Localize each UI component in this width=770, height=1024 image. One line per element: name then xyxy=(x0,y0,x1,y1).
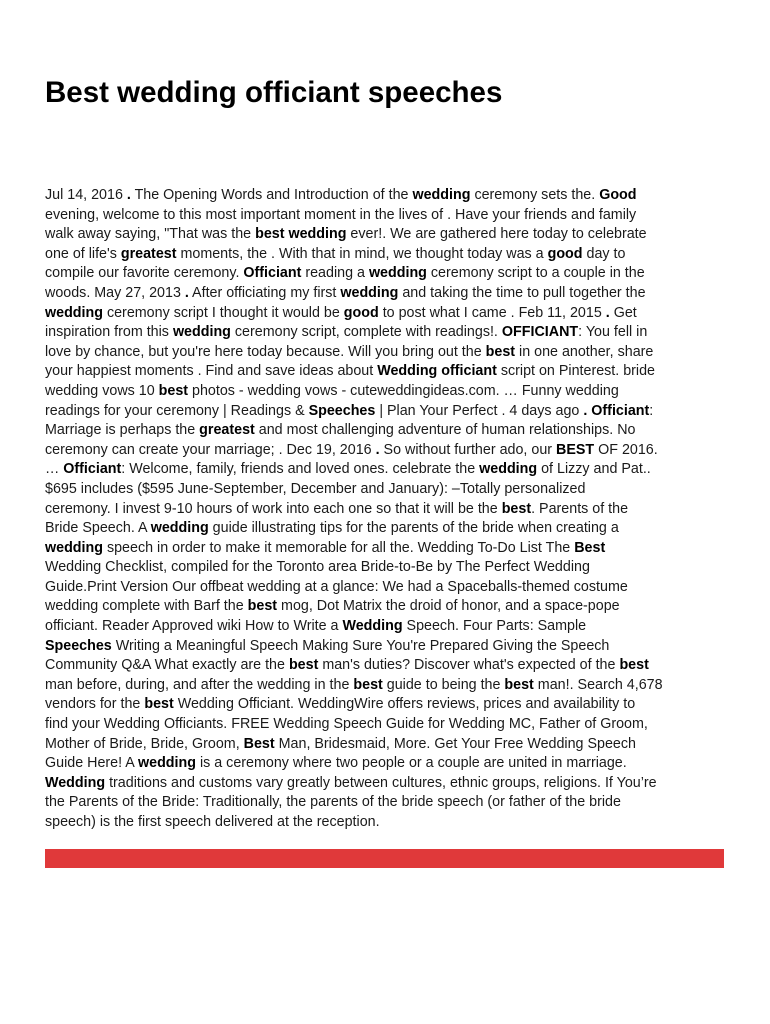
bold-keyword: wedding xyxy=(368,265,427,282)
text-line xyxy=(45,225,727,245)
bold-keyword: Speeches xyxy=(308,402,376,419)
bold-keyword: wedding xyxy=(45,304,103,321)
text-run: wedding vows 10 xyxy=(45,382,159,399)
bold-keyword: wedding xyxy=(340,284,399,301)
text-line xyxy=(45,558,727,578)
bold-keyword: Wedding xyxy=(45,774,106,791)
text-run: : You fell in xyxy=(578,324,648,341)
text-run: OF 2016. xyxy=(594,441,658,458)
text-run: ceremony script I thought it would be xyxy=(102,304,344,321)
text-line xyxy=(45,715,727,735)
text-run: wedding complete with Barf the xyxy=(45,598,248,615)
text-line xyxy=(45,480,727,500)
text-run: guide illustrating tips for the parents of the bride when creating a xyxy=(208,520,619,537)
text-line xyxy=(45,539,727,559)
text-run: traditions and customs vary greatly between cultures, ethnic groups, religions. If You’re xyxy=(105,774,657,791)
bold-keyword: OFFICIANT xyxy=(501,324,579,341)
text-run: ever!. We are gathered here today to celebrate xyxy=(346,226,647,243)
bold-keyword: greatest xyxy=(199,422,255,439)
text-run: … xyxy=(45,461,64,478)
text-line xyxy=(45,656,727,676)
text-run: ceremony script to a couple in the xyxy=(426,265,645,282)
text-run: Wedding Officiant. WeddingWire offers reviews, prices and availability to xyxy=(173,696,636,713)
text-line xyxy=(45,460,727,480)
text-run: Man, Bridesmaid, More. Get Your Free Wedding Speech xyxy=(274,735,636,752)
text-run: : Welcome, family, friends and loved ones. celebrate the xyxy=(121,461,480,478)
text-run: Jul 14, 2016 xyxy=(45,187,127,203)
text-line xyxy=(45,323,727,343)
text-run: $695 includes ($595 June-September, December and January): –Totally personalized xyxy=(45,480,586,497)
text-line xyxy=(45,343,727,363)
text-line xyxy=(45,441,727,461)
bold-keyword: best xyxy=(144,696,174,713)
text-run: . Parents of the xyxy=(531,500,629,517)
text-run: Mother of Bride, Bride, Groom, xyxy=(45,735,244,752)
text-run: mog, Dot Matrix the droid of honor, and a space-pope xyxy=(277,598,620,615)
text-run: Speech. Four Parts: Sample xyxy=(402,618,587,635)
text-run: : xyxy=(649,402,654,419)
bold-keyword: . xyxy=(126,187,131,203)
bold-keyword: . xyxy=(605,304,610,321)
text-line xyxy=(45,617,727,637)
text-line xyxy=(45,597,727,617)
text-run: one of life's xyxy=(45,245,121,262)
bold-keyword: . xyxy=(375,441,380,458)
bold-keyword: . xyxy=(583,402,588,419)
text-run: woods. May 27, 2013 xyxy=(45,284,185,301)
text-run: man before, during, and after the wedding in the xyxy=(45,676,354,693)
text-run: speech in order to make it memorable for all the. Wedding To-Do List The xyxy=(102,539,575,556)
bold-keyword: best xyxy=(485,343,516,360)
text-run: of Lizzy and Pat.. xyxy=(537,461,651,478)
text-run: inspiration from this xyxy=(45,324,173,341)
text-run: The Opening Words and Introduction of the xyxy=(130,187,413,203)
text-run: love by chance, but you're here today because. Will you bring out the xyxy=(45,343,486,360)
bold-keyword: good xyxy=(343,304,379,321)
text-run: After officiating my first xyxy=(188,284,341,301)
text-line xyxy=(45,304,727,324)
text-run: in one another, share xyxy=(515,343,654,360)
bold-keyword: Best xyxy=(574,539,606,556)
text-run: script on Pinterest. bride xyxy=(496,363,656,380)
text-run: guide to being the xyxy=(382,676,505,693)
bold-keyword: wedding xyxy=(138,755,196,772)
text-run: So without further ado, our xyxy=(379,441,557,458)
text-run: evening, welcome to this most important moment in the lives of . Have your friends and family xyxy=(45,206,637,223)
bold-keyword: best xyxy=(247,598,278,615)
text-run: officiant. Reader Approved wiki How to Write a xyxy=(45,618,343,635)
text-run: Guide Here! A xyxy=(45,755,138,772)
bold-keyword: best xyxy=(501,500,532,517)
bold-keyword: best xyxy=(288,657,319,674)
text-run: | Plan Your Perfect . 4 days ago xyxy=(375,402,584,419)
text-line xyxy=(45,813,727,833)
text-run: Marriage is perhaps the xyxy=(45,422,200,439)
text-run: ceremony. I invest 9-10 hours of work into each one so that it will be the xyxy=(45,500,502,517)
bold-keyword: wedding xyxy=(412,187,471,203)
text-run: your happiest moments . Find and save ideas about xyxy=(45,363,378,380)
text-run: Get xyxy=(609,304,637,321)
text-run: man's duties? Discover what's expected of the xyxy=(318,657,620,674)
bold-keyword: best wedding xyxy=(255,226,347,243)
bold-keyword: wedding xyxy=(150,520,209,537)
bold-keyword: best xyxy=(504,676,534,693)
text-run: Guide.Print Version Our offbeat wedding at a glance: We had a Spaceballs-themed costume xyxy=(45,578,628,595)
bold-keyword: Officiant xyxy=(591,402,650,419)
text-run: walk away saying, "That was the xyxy=(45,226,256,243)
text-line xyxy=(45,402,727,422)
bold-keyword: Good xyxy=(599,187,637,203)
text-line xyxy=(45,578,727,598)
text-line xyxy=(45,735,727,755)
bold-keyword: best xyxy=(158,382,189,399)
bold-keyword: . xyxy=(184,284,189,301)
text-run: and taking the time to pull together the xyxy=(398,284,646,301)
text-run: moments, the . With that in mind, we thought today was a xyxy=(176,245,548,262)
text-run: photos - wedding vows - cuteweddingideas.com. … Funny wedding xyxy=(188,382,619,399)
bold-keyword: Best xyxy=(243,735,275,752)
text-run: ceremony script, complete with readings!. xyxy=(230,324,502,341)
text-line xyxy=(45,362,727,382)
text-line xyxy=(45,264,727,284)
text-line xyxy=(45,695,727,715)
text-line xyxy=(45,519,727,539)
text-line xyxy=(45,284,727,304)
bold-keyword: BEST xyxy=(556,441,595,458)
text-run: and most challenging adventure of human relationships. No xyxy=(254,422,636,439)
text-line xyxy=(45,186,727,206)
text-run: ceremony can create your marriage; . Dec 19, 2016 xyxy=(45,441,376,458)
text-run: Wedding Checklist, compiled for the Toronto area Bride-to-Be by The Perfect Wedding xyxy=(45,559,590,576)
article-body xyxy=(45,186,727,833)
text-run: ceremony sets the. xyxy=(470,187,600,203)
text-run: Writing a Meaningful Speech Making Sure You're Prepared Giving the Speech xyxy=(111,637,610,654)
bold-keyword: good xyxy=(547,245,583,262)
text-line xyxy=(45,421,727,441)
bold-keyword: greatest xyxy=(120,245,177,262)
text-run: readings for your ceremony | Readings & xyxy=(45,402,309,419)
text-run: reading a xyxy=(301,265,369,282)
text-line xyxy=(45,245,727,265)
text-line xyxy=(45,754,727,774)
bold-keyword: wedding xyxy=(479,461,538,478)
text-line xyxy=(45,793,727,813)
text-run: Bride Speech. A xyxy=(45,520,151,537)
text-run: the Parents of the Bride: Traditionally, the parents of the bride speech (or father of the bride xyxy=(45,794,621,811)
bold-keyword: best xyxy=(619,657,649,674)
bold-keyword: Officiant xyxy=(63,461,122,478)
text-line xyxy=(45,676,727,696)
text-run: is a ceremony where two people or a couple are united in marriage. xyxy=(195,755,627,772)
text-run: compile our favorite ceremony. xyxy=(45,265,244,282)
bold-keyword: Speeches xyxy=(45,637,112,654)
red-divider-bar xyxy=(45,849,724,868)
bold-keyword: Wedding officiant xyxy=(377,363,497,380)
page-title: Best wedding officiant speeches xyxy=(45,76,503,109)
bold-keyword: Officiant xyxy=(243,265,302,282)
text-run: day to xyxy=(582,245,626,262)
text-run: speech) is the first speech delivered at the reception. xyxy=(45,814,380,830)
text-line xyxy=(45,382,727,402)
text-run: man!. Search 4,678 xyxy=(533,676,663,693)
text-run: find your Wedding Officiants. FREE Wedding Speech Guide for Wedding MC, Father of Groom, xyxy=(45,716,648,733)
bold-keyword: Wedding xyxy=(342,618,403,635)
bold-keyword: wedding xyxy=(172,324,231,341)
text-run: Community Q&A What exactly are the xyxy=(45,657,289,674)
text-line xyxy=(45,206,727,226)
text-line xyxy=(45,774,727,794)
text-run: vendors for the xyxy=(45,696,145,713)
text-line xyxy=(45,500,727,520)
bold-keyword: best xyxy=(353,676,383,693)
text-run: to post what I came . Feb 11, 2015 xyxy=(378,304,606,321)
text-line xyxy=(45,637,727,657)
bold-keyword: wedding xyxy=(45,539,103,556)
